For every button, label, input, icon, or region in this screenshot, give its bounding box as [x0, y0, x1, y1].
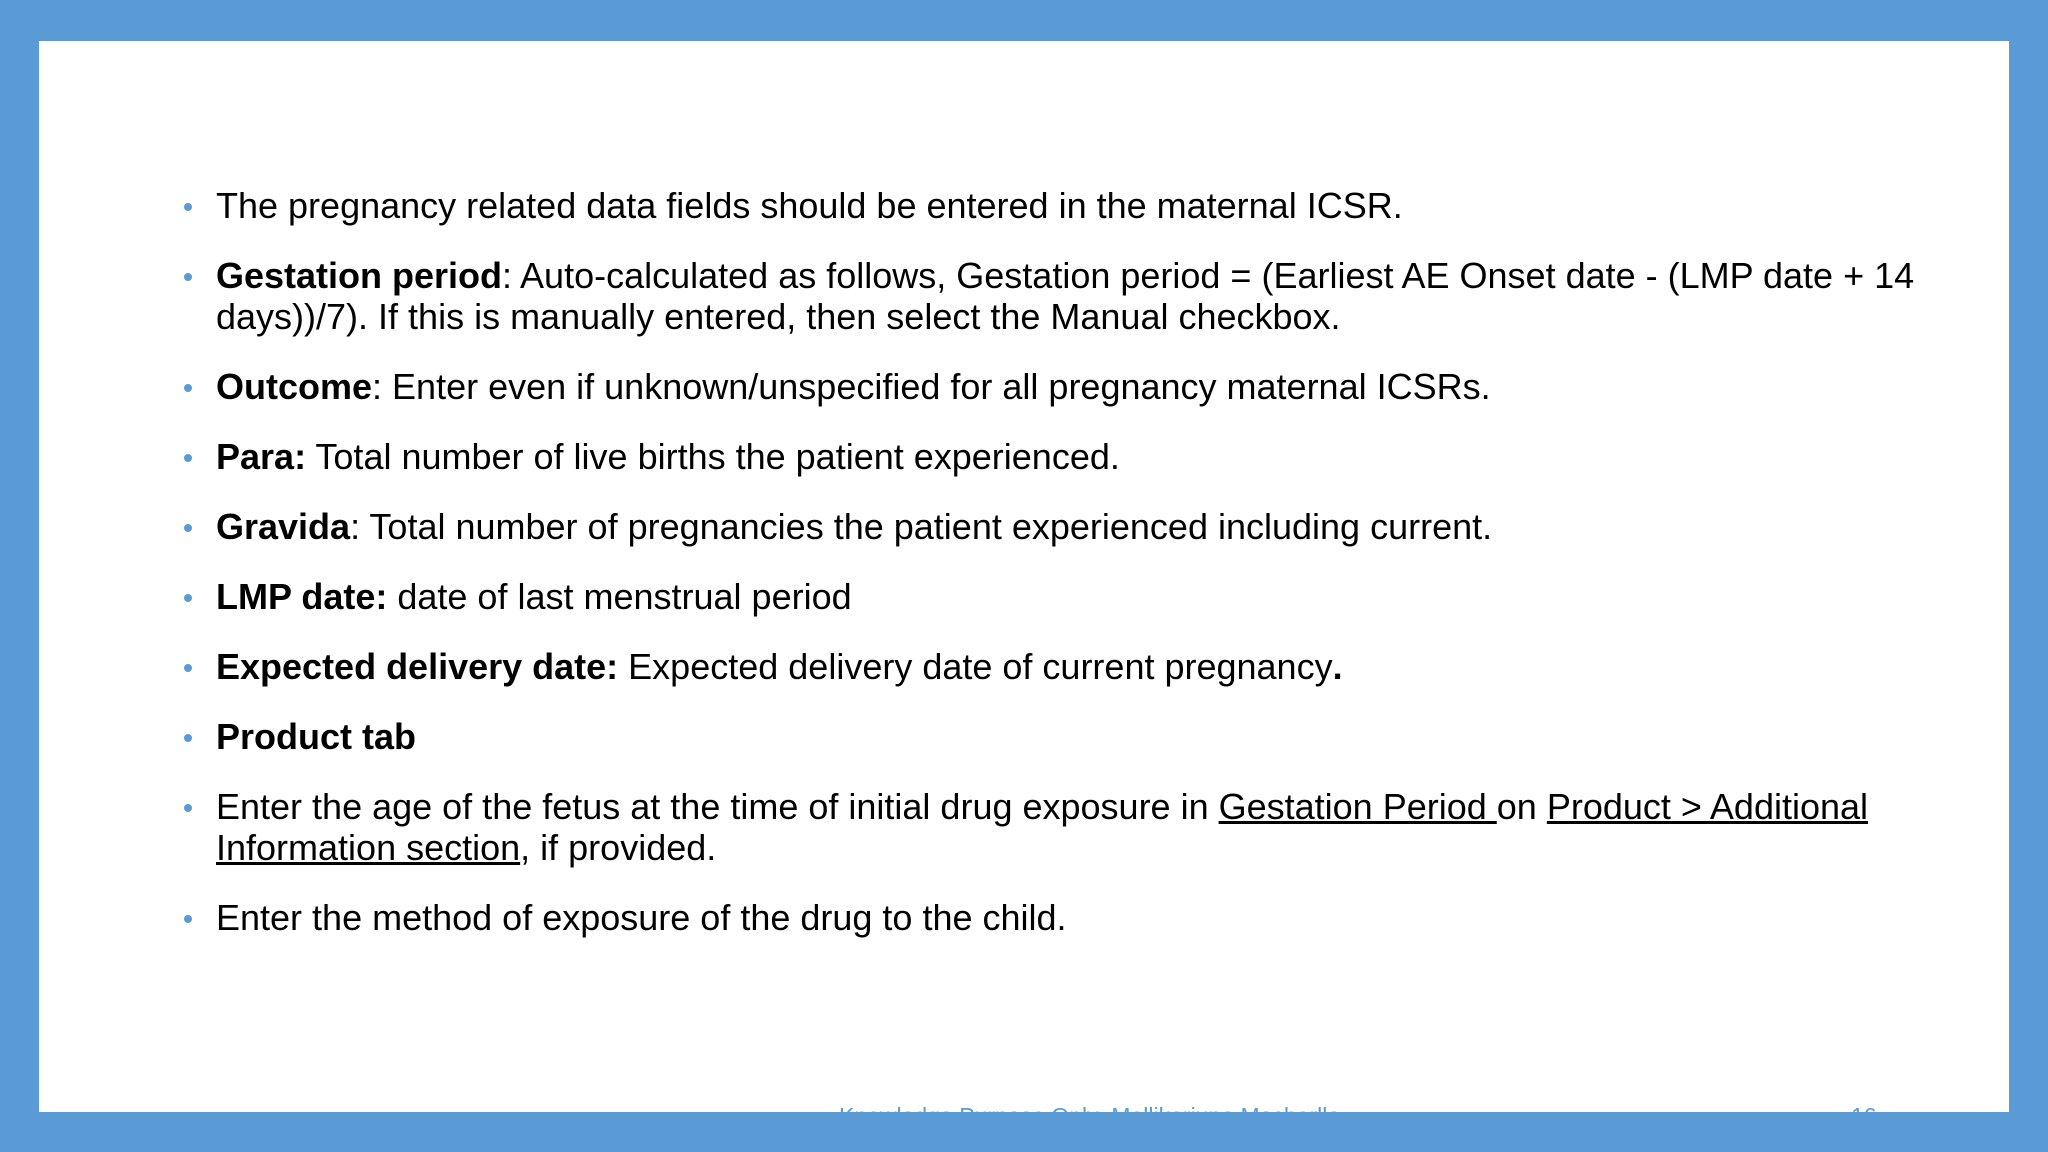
bullet-dot-icon [184, 203, 192, 211]
bullet-text-mid: on [1496, 786, 1547, 827]
bullet-text: Enter the age of the fetus at the time of initial drug exposure in [216, 786, 1219, 827]
bullet-dot-icon [184, 594, 192, 602]
bullet-label: LMP date: [216, 576, 388, 617]
bullet-text: : Enter even if unknown/unspecified for all pregnancy maternal ICSRs. [372, 366, 1491, 407]
bullet-para [177, 436, 1937, 477]
bullet-dot-icon [184, 734, 192, 742]
bullet-dot-icon [184, 664, 192, 672]
bullet-label: Expected delivery date: [216, 646, 619, 687]
bullet-pregnancy-fields [177, 185, 1937, 226]
bullet-dot-icon [184, 804, 192, 812]
bullet-fetus-age [177, 786, 1937, 868]
bullet-label: Para: [216, 436, 307, 477]
footer-text: Knowledge Purpose Only_Mallikarjuna Mocharlla [839, 1103, 1341, 1129]
bullet-exposure-method [177, 897, 1937, 938]
bullet-text: The pregnancy related data fields should be entered in the maternal ICSR. [216, 185, 1403, 226]
bullet-list [177, 185, 1937, 967]
bullet-text: Total number of live births the patient experienced. [306, 436, 1120, 477]
product-additional-information-link[interactable]: Product > Additional Information section [216, 786, 1869, 868]
bullet-text: date of last menstrual period [387, 576, 852, 617]
bullet-text: Enter the method of exposure of the drug to the child. [216, 897, 1067, 938]
bullet-dot-icon [184, 384, 192, 392]
bullet-label: Gestation period [216, 255, 503, 296]
bullet-end: . [1332, 646, 1343, 687]
bullet-dot-icon [184, 915, 192, 923]
bullet-text: : Total number of pregnancies the patient experienced including current. [350, 506, 1493, 547]
bullet-text: Expected delivery date of current pregnancy [618, 646, 1333, 687]
bullet-dot-icon [184, 524, 192, 532]
bullet-expected-delivery-date [177, 646, 1937, 687]
bullet-text: : Auto-calculated as follows, Gestation period = (Earliest AE Onset date - (LMP date + 14 days))/7). If this is manually entered, then select the Manual checkbox. [216, 255, 1915, 337]
gestation-period-link[interactable]: Gestation Period [1218, 786, 1497, 827]
bullet-label: Outcome [216, 366, 373, 407]
bullet-lmp-date [177, 576, 1937, 617]
bullet-outcome [177, 366, 1937, 407]
bullet-gravida [177, 506, 1937, 547]
bullet-gestation-period [177, 255, 1937, 337]
page-number: 16 [1851, 1103, 1877, 1129]
bullet-dot-icon [184, 273, 192, 281]
bullet-label: Product tab [216, 716, 417, 757]
bullet-end: , if provided. [520, 827, 717, 868]
bullet-product-tab [177, 716, 1937, 757]
bullet-label: Gravida [216, 506, 351, 547]
slide [39, 41, 2009, 1129]
bullet-dot-icon [184, 454, 192, 462]
